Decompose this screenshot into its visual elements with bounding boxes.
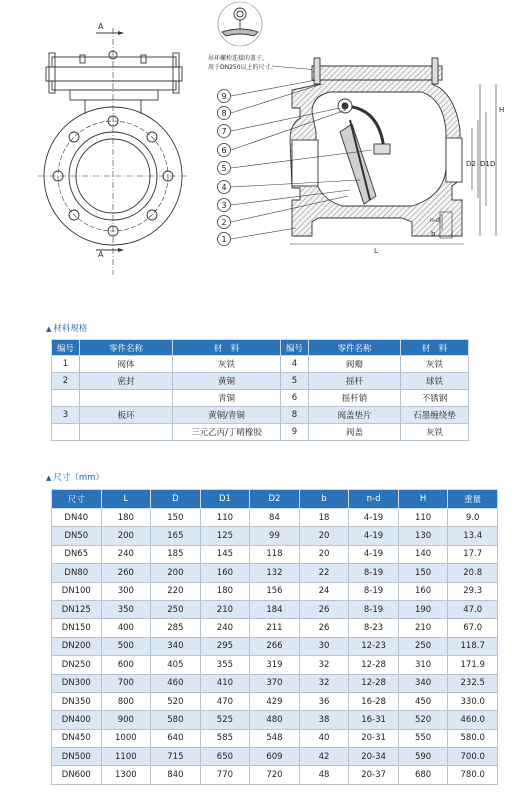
header-cell: 重量: [448, 490, 498, 509]
table-cell: 650: [200, 748, 250, 766]
table-cell: 715: [151, 748, 201, 766]
table-cell: 20: [299, 545, 349, 563]
table-cell: DN200: [52, 637, 102, 655]
header-cell: 材 料: [173, 340, 281, 356]
header-cell: D1: [200, 490, 250, 509]
table-cell: 355: [200, 656, 250, 674]
header-cell: 零件名称: [80, 340, 173, 356]
table-cell: 232.5: [448, 674, 498, 692]
table-cell: 548: [250, 729, 300, 747]
table-cell: 160: [200, 564, 250, 582]
table-cell: 12-23: [349, 637, 399, 655]
table-cell: 200: [101, 527, 151, 545]
table-cell: 590: [398, 748, 448, 766]
table-cell: 灰铁: [401, 356, 469, 373]
table-cell: 156: [250, 582, 300, 600]
table-cell: 770: [200, 766, 250, 784]
table-cell: 295: [200, 637, 250, 655]
table-cell: 118.7: [448, 637, 498, 655]
svg-text:1: 1: [221, 235, 227, 244]
table-cell: 灰铁: [173, 356, 281, 373]
table-row: [52, 619, 498, 637]
table-cell: 20-31: [349, 729, 399, 747]
table-cell: 300: [101, 582, 151, 600]
table-cell: 99: [250, 527, 300, 545]
table-row: [52, 600, 498, 618]
table-row: [52, 424, 469, 441]
table-cell: 6: [281, 390, 309, 407]
table-cell: 32: [299, 656, 349, 674]
table-cell: 350: [101, 600, 151, 618]
table-row: [52, 407, 469, 424]
table-cell: 黄铜: [173, 373, 281, 390]
table-cell: 210: [398, 619, 448, 637]
table-cell: 132: [250, 564, 300, 582]
table-cell: 319: [250, 656, 300, 674]
table-cell: 585: [200, 729, 250, 747]
table-cell: 32: [299, 674, 349, 692]
table-row: [52, 373, 469, 390]
triangle-icon: ▲: [46, 325, 52, 333]
table-row: [52, 582, 498, 600]
svg-text:4: 4: [221, 183, 227, 192]
table-cell: 266: [250, 637, 300, 655]
table-cell: 150: [151, 509, 201, 527]
table-cell: 260: [101, 564, 151, 582]
table-cell: 125: [200, 527, 250, 545]
dim-label-H: H: [499, 106, 505, 114]
table-cell: 171.9: [448, 656, 498, 674]
table-row: [52, 656, 498, 674]
dim-label-b: b: [431, 230, 436, 238]
table-row: [52, 766, 498, 784]
table-cell: 520: [151, 692, 201, 710]
table-cell: DN100: [52, 582, 102, 600]
dim-label-D: D: [490, 160, 496, 168]
table-cell: 8-19: [349, 582, 399, 600]
table-cell: 9: [281, 424, 309, 441]
svg-text:8: 8: [221, 109, 227, 118]
note-line-1: 吊环螺栓连接的盖子，: [208, 55, 269, 62]
dimensions-section-title: ▲ 尺寸（mm）: [46, 473, 104, 483]
header-cell: 尺寸: [52, 490, 102, 509]
materials-section-title: ▲ 材料规格: [46, 324, 88, 334]
table-cell: 160: [398, 582, 448, 600]
table-cell: 20.8: [448, 564, 498, 582]
table-cell: DN400: [52, 711, 102, 729]
table-cell: 30: [299, 637, 349, 655]
table-cell: 8-23: [349, 619, 399, 637]
table-cell: 40: [299, 729, 349, 747]
table-cell: 680: [398, 766, 448, 784]
table-cell: 29.3: [448, 582, 498, 600]
table-cell: DN500: [52, 748, 102, 766]
table-row: [52, 509, 498, 527]
header-cell: 材 料: [401, 340, 469, 356]
table-cell: 球铁: [401, 373, 469, 390]
eye-bolt-detail: [218, 2, 262, 46]
table-cell: 12-28: [349, 674, 399, 692]
table-row: [52, 692, 498, 710]
table-cell: [80, 390, 173, 407]
table-cell: 700.0: [448, 748, 498, 766]
header-cell: n-d: [349, 490, 399, 509]
table-cell: 8-19: [349, 564, 399, 582]
table-cell: 130: [398, 527, 448, 545]
header-cell: 零件名称: [309, 340, 401, 356]
dim-label-D2: D2: [466, 160, 476, 168]
svg-text:2: 2: [221, 218, 227, 227]
svg-text:5: 5: [221, 164, 227, 173]
table-cell: DN150: [52, 619, 102, 637]
table-cell: 1000: [101, 729, 151, 747]
table-cell: [80, 424, 173, 441]
header-cell: b: [299, 490, 349, 509]
table-cell: 20-37: [349, 766, 399, 784]
svg-text:9: 9: [221, 92, 227, 101]
table-cell: 22: [299, 564, 349, 582]
table-cell: 2: [52, 373, 80, 390]
table-cell: 110: [398, 509, 448, 527]
table-cell: DN50: [52, 527, 102, 545]
table-row: [52, 729, 498, 747]
table-cell: 5: [281, 373, 309, 390]
table-cell: 600: [101, 656, 151, 674]
dim-label-L: L: [374, 247, 378, 255]
dimensions-body: [52, 509, 498, 785]
table-cell: 210: [200, 600, 250, 618]
table-cell: 220: [151, 582, 201, 600]
table-cell: 青铜: [173, 390, 281, 407]
table-cell: 摇杆销: [309, 390, 401, 407]
dimensions-header-row: [52, 490, 498, 509]
table-cell: 1100: [101, 748, 151, 766]
table-cell: 阀体: [80, 356, 173, 373]
section-view: [290, 58, 462, 236]
table-cell: DN300: [52, 674, 102, 692]
table-cell: DN450: [52, 729, 102, 747]
table-cell: 500: [101, 637, 151, 655]
table-row: [52, 390, 469, 407]
table-cell: 780.0: [448, 766, 498, 784]
table-cell: 4-19: [349, 545, 399, 563]
table-cell: 24: [299, 582, 349, 600]
table-row: [52, 527, 498, 545]
table-row: [52, 356, 469, 373]
table-cell: 400: [101, 619, 151, 637]
header-cell: H: [398, 490, 448, 509]
dimensions-table: [51, 489, 498, 785]
header-cell: 编号: [52, 340, 80, 356]
table-cell: 310: [398, 656, 448, 674]
valve-technical-drawing: [0, 0, 520, 300]
table-row: [52, 748, 498, 766]
table-cell: 840: [151, 766, 201, 784]
table-cell: 26: [299, 600, 349, 618]
table-cell: 200: [151, 564, 201, 582]
table-row: [52, 674, 498, 692]
table-cell: 密封: [80, 373, 173, 390]
table-cell: 8: [281, 407, 309, 424]
table-cell: 720: [250, 766, 300, 784]
table-cell: 1: [52, 356, 80, 373]
table-cell: 330.0: [448, 692, 498, 710]
table-cell: 16-28: [349, 692, 399, 710]
table-cell: 140: [398, 545, 448, 563]
note-line-2: 用于DN250以上的尺寸。: [208, 64, 277, 71]
table-cell: 4: [281, 356, 309, 373]
front-view: [38, 28, 188, 275]
header-cell: D: [151, 490, 201, 509]
table-cell: 165: [151, 527, 201, 545]
table-cell: [52, 424, 80, 441]
table-cell: 800: [101, 692, 151, 710]
triangle-icon: ▲: [46, 474, 52, 482]
table-cell: 580.0: [448, 729, 498, 747]
table-cell: 520: [398, 711, 448, 729]
table-cell: 370: [250, 674, 300, 692]
table-row: [52, 564, 498, 582]
table-cell: 石墨缠绕垫: [401, 407, 469, 424]
materials-header-row: [52, 340, 469, 356]
table-cell: 145: [200, 545, 250, 563]
table-cell: 17.7: [448, 545, 498, 563]
svg-text:7: 7: [221, 127, 227, 136]
table-cell: [52, 390, 80, 407]
table-cell: 灰铁: [401, 424, 469, 441]
table-row: [52, 637, 498, 655]
table-cell: 摇杆: [309, 373, 401, 390]
table-row: [52, 545, 498, 563]
table-cell: 410: [200, 674, 250, 692]
table-cell: 42: [299, 748, 349, 766]
table-cell: 240: [200, 619, 250, 637]
header-cell: D2: [250, 490, 300, 509]
callout-1: [218, 228, 297, 246]
table-cell: 150: [398, 564, 448, 582]
table-cell: 4-19: [349, 509, 399, 527]
table-cell: 84: [250, 509, 300, 527]
table-cell: 450: [398, 692, 448, 710]
table-cell: 9.0: [448, 509, 498, 527]
table-cell: 47.0: [448, 600, 498, 618]
table-cell: 20-34: [349, 748, 399, 766]
section-label-top: A: [98, 22, 104, 31]
table-cell: 480: [250, 711, 300, 729]
table-cell: DN80: [52, 564, 102, 582]
table-cell: 460: [151, 674, 201, 692]
table-cell: 180: [200, 582, 250, 600]
table-cell: 阀盖垫片: [309, 407, 401, 424]
table-cell: 250: [398, 637, 448, 655]
table-cell: 48: [299, 766, 349, 784]
table-cell: 18: [299, 509, 349, 527]
table-cell: 8-19: [349, 600, 399, 618]
table-cell: 180: [101, 509, 151, 527]
table-cell: 211: [250, 619, 300, 637]
table-cell: 184: [250, 600, 300, 618]
table-cell: 640: [151, 729, 201, 747]
table-cell: 700: [101, 674, 151, 692]
table-cell: 190: [398, 600, 448, 618]
table-cell: 185: [151, 545, 201, 563]
table-cell: 580: [151, 711, 201, 729]
table-cell: 12-28: [349, 656, 399, 674]
dim-label-nd: n-d: [430, 217, 440, 224]
table-cell: 240: [101, 545, 151, 563]
table-row: [52, 711, 498, 729]
table-cell: 36: [299, 692, 349, 710]
table-cell: 405: [151, 656, 201, 674]
table-cell: DN125: [52, 600, 102, 618]
section-label-bottom: A: [98, 250, 104, 259]
table-cell: 110: [200, 509, 250, 527]
svg-text:3: 3: [221, 201, 227, 210]
table-cell: 20: [299, 527, 349, 545]
table-cell: 3: [52, 407, 80, 424]
table-cell: 26: [299, 619, 349, 637]
table-cell: 阀盖: [309, 424, 401, 441]
table-cell: 460.0: [448, 711, 498, 729]
table-cell: 板环: [80, 407, 173, 424]
table-cell: 三元乙丙/丁晴橡胶: [173, 424, 281, 441]
table-cell: DN40: [52, 509, 102, 527]
table-cell: 不锈钢: [401, 390, 469, 407]
table-cell: 550: [398, 729, 448, 747]
table-cell: 340: [151, 637, 201, 655]
table-cell: 38: [299, 711, 349, 729]
table-cell: 900: [101, 711, 151, 729]
svg-text:6: 6: [221, 146, 227, 155]
table-cell: DN350: [52, 692, 102, 710]
table-cell: 285: [151, 619, 201, 637]
table-cell: 118: [250, 545, 300, 563]
header-cell: L: [101, 490, 151, 509]
table-cell: 470: [200, 692, 250, 710]
table-cell: 250: [151, 600, 201, 618]
table-cell: 13.4: [448, 527, 498, 545]
table-cell: 340: [398, 674, 448, 692]
materials-table: [51, 339, 469, 441]
table-cell: 4-19: [349, 527, 399, 545]
table-cell: DN600: [52, 766, 102, 784]
table-cell: 609: [250, 748, 300, 766]
table-cell: 黄铜/青铜: [173, 407, 281, 424]
dim-label-D1: D1: [480, 160, 490, 168]
table-cell: DN65: [52, 545, 102, 563]
table-cell: 67.0: [448, 619, 498, 637]
table-cell: 429: [250, 692, 300, 710]
table-cell: DN250: [52, 656, 102, 674]
table-cell: 525: [200, 711, 250, 729]
table-cell: 1300: [101, 766, 151, 784]
header-cell: 编号: [281, 340, 309, 356]
table-cell: 阀瓣: [309, 356, 401, 373]
table-cell: 16-31: [349, 711, 399, 729]
